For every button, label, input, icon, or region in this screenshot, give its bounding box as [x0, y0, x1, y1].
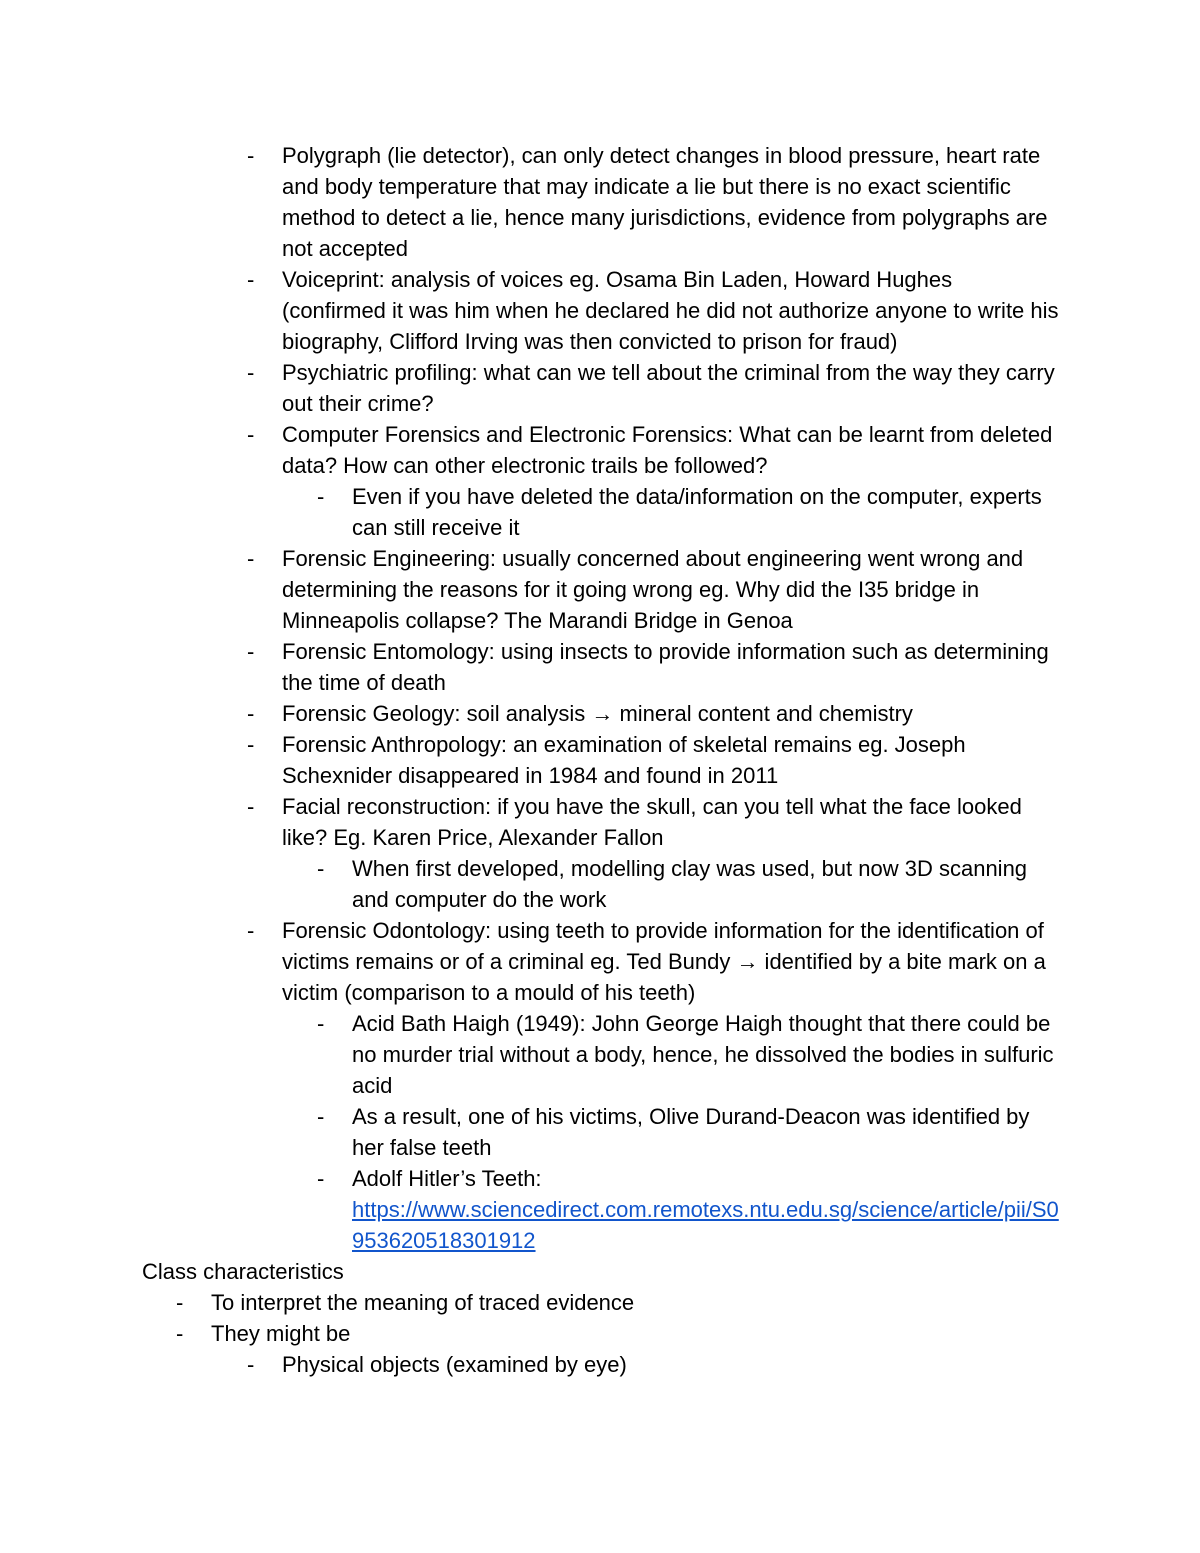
list-dash: -	[247, 732, 255, 757]
list-item	[0, 357, 1200, 419]
list-dash: -	[247, 143, 255, 168]
list-item	[0, 1318, 1200, 1349]
list-item	[0, 264, 1200, 357]
list-item-text: Forensic Odontology: using teeth to provide information for the identification of victims remains or of a criminal eg. Ted Bundy → identified by a bite mark on a victim (comparison to a mould of his teeth)	[282, 918, 1046, 1005]
list-item	[0, 791, 1200, 853]
list-item-text: Psychiatric profiling: what can we tell about the criminal from the way they carry out their crime?	[282, 360, 1055, 416]
list-item	[0, 915, 1200, 1008]
list-dash: -	[317, 484, 325, 509]
list-item	[0, 698, 1200, 729]
sciencedirect-link[interactable]: https://www.sciencedirect.com.remotexs.ntu.edu.sg/science/article/pii/S0953620518301912	[352, 1197, 1059, 1253]
list-item-text: Computer Forensics and Electronic Forensics: What can be learnt from deleted data? How can other electronic trails be followed?	[282, 422, 1053, 478]
list-item	[0, 636, 1200, 698]
class-characteristics-list	[0, 1287, 1200, 1380]
list-item	[0, 1287, 1200, 1318]
list-item-text: Forensic Anthropology: an examination of skeletal remains eg. Joseph Schexnider disappeared in 1984 and found in 2011	[282, 732, 966, 788]
list-item-text: To interpret the meaning of traced evidence	[211, 1290, 635, 1315]
document-content	[0, 140, 1200, 1380]
list-item-text-with-link	[352, 1163, 1062, 1256]
list-item-text: Forensic Engineering: usually concerned about engineering went wrong and determining the reasons for it going wrong eg. Why did the I35 bridge in Minneapolis collapse? The Marandi Bridge in Genoa	[282, 546, 1024, 633]
list-dash: -	[247, 360, 255, 385]
list-dash: -	[247, 918, 255, 943]
forensics-list	[0, 140, 1200, 1256]
list-dash: -	[317, 1166, 325, 1191]
list-item	[0, 729, 1200, 791]
hitler-teeth-label: Adolf Hitler’s Teeth:	[352, 1166, 542, 1191]
list-item-text: When first developed, modelling clay was used, but now 3D scanning and computer do the work	[352, 856, 1028, 912]
list-item	[0, 419, 1200, 481]
list-dash: -	[247, 422, 255, 447]
list-dash: -	[247, 701, 255, 726]
list-item	[0, 140, 1200, 264]
list-item-text: Voiceprint: analysis of voices eg. Osama Bin Laden, Howard Hughes (confirmed it was him when he declared he did not authorize anyone to write his biography, Clifford Irving was then convicted to prison for fraud)	[282, 267, 1059, 354]
list-dash: -	[317, 856, 325, 881]
list-dash: -	[247, 794, 255, 819]
sub-list-item	[0, 1008, 1200, 1101]
list-dash: -	[247, 267, 255, 292]
list-dash: -	[317, 1011, 325, 1036]
sub-list-item	[0, 1163, 1200, 1256]
section-heading: Class characteristics	[142, 1259, 344, 1284]
list-item-text: Polygraph (lie detector), can only detect changes in blood pressure, heart rate and body temperature that may indicate a lie but there is no exact scientific method to detect a lie, hence many jurisdictions, evidence from polygraphs are not accepted	[282, 143, 1048, 261]
list-item	[0, 543, 1200, 636]
list-item-text: Forensic Geology: soil analysis → mineral content and chemistry	[282, 701, 913, 726]
list-item-text: Facial reconstruction: if you have the skull, can you tell what the face looked like? Eg. Karen Price, Alexander Fallon	[282, 794, 1022, 850]
list-item-text: Even if you have deleted the data/information on the computer, experts can still receive it	[352, 484, 1042, 540]
list-dash: -	[247, 1352, 255, 1377]
list-item-text: As a result, one of his victims, Olive Durand-Deacon was identified by her false teeth	[352, 1104, 1030, 1160]
sub-list-item	[0, 1349, 1200, 1380]
list-dash: -	[176, 1290, 184, 1315]
list-item-text: Physical objects (examined by eye)	[282, 1352, 627, 1377]
list-dash: -	[247, 546, 255, 571]
list-dash: -	[317, 1104, 325, 1129]
list-dash: -	[176, 1321, 184, 1346]
list-item-text: They might be	[211, 1321, 351, 1346]
sub-list-item	[0, 853, 1200, 915]
list-dash: -	[247, 639, 255, 664]
class-characteristics-heading-row	[0, 1256, 1200, 1287]
sub-list-item	[0, 481, 1200, 543]
list-item-text: Forensic Entomology: using insects to provide information such as determining the time of death	[282, 639, 1049, 695]
list-item-text: Acid Bath Haigh (1949): John George Haigh thought that there could be no murder trial without a body, hence, he dissolved the bodies in sulfuric acid	[352, 1011, 1054, 1098]
sub-list-item	[0, 1101, 1200, 1163]
